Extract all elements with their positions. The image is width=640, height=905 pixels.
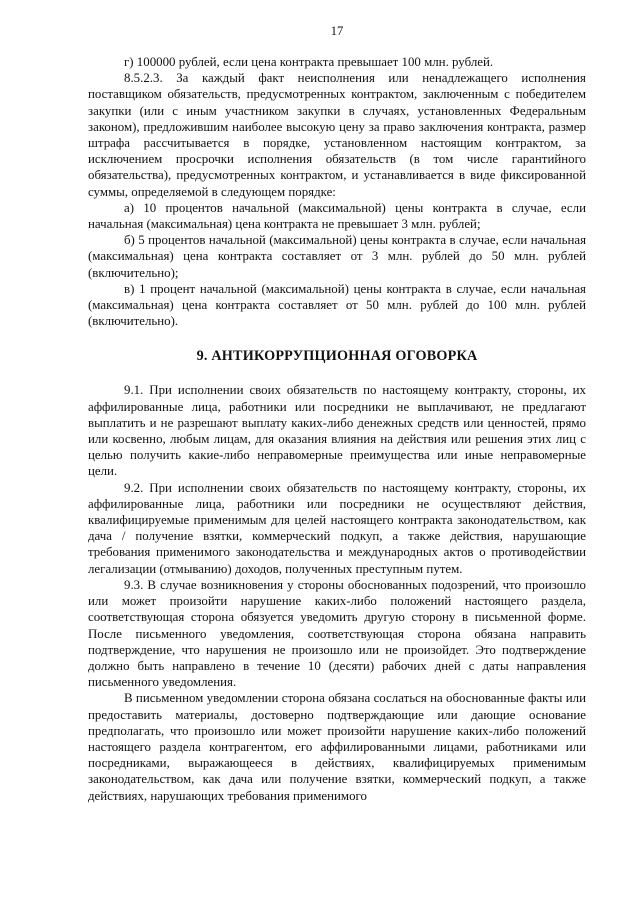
penalty-item-g: г) 100000 рублей, если цена контракта превышает 100 млн. рублей. — [124, 55, 494, 69]
clause-9-3: 9.3. В случае возникновения у стороны обоснованных подозрений, что произошло или может произойти нарушение каких-либо положений настоящего раздела, соответствующая сторона обязуется уведомить другую сторону в письменной форме. После письменного уведомления, соответствующая сторона обязана направить подтверждение, что нарушения не произошло или не произойдет. Это подтверждение должно быть направлено в течение 10 (десяти) рабочих дней с даты направления письменного уведомления. — [88, 577, 586, 690]
clause-9-3-notice: В письменном уведомлении сторона обязана сослаться на обоснованные факты или предоставить материалы, достоверно подтверждающие или дающие основание предполагать, что произошло или может произойти нарушение каких-либо положений настоящего раздела контрагентом, его аффилированными лицами, работниками или посредниками, выражающееся в действиях, квалифицируемых применимым законодательством, как дача или получение взятки, коммерческий подкуп, а также действиях, нарушающих требования применимого — [88, 691, 586, 803]
penalty-item-a: а) 10 процентов начальной (максимальной) цены контракта в случае, если начальная (максимальная) цена контракта не превышает 3 млн. рублей; — [88, 200, 586, 232]
clause-8-5-2-3: 8.5.2.3. За каждый факт неисполнения или ненадлежащего исполнения поставщиком обязательств, предусмотренных контрактом, заключенным с победителем закупки (или с иным участником закупки в случаях, установленных Федеральным законом), предложившим наиболее высокую цену за право заключения контракта, размер штрафа рассчитывается в порядке, установленном настоящим контрактом, за исключением просрочки исполнения обязательств (в том числе гарантийного обязательства), предусмотренных контрактом, и устанавливается в виде фиксированной суммы, определяемой в следующем порядке: — [88, 71, 586, 199]
clause-9-2: 9.2. При исполнении своих обязательств по настоящему контракту, стороны, их аффилированные лица, работники или посредники не осуществляют действия, квалифицируемые применимым для целей настоящего контракта законодательством, как дача / получение взятки, коммерческий подкуп, а также действия, нарушающие требования применимого законодательства и международных актов о противодействии легализации (отмыванию) доходов, полученных преступным путем. — [88, 480, 586, 576]
penalty-item-b: б) 5 процентов начальной (максимальной) цены контракта в случае, если начальная (максимальная) цена контракта составляет от 3 млн. рублей до 50 млн. рублей (включительно); — [88, 233, 586, 280]
clause-9-1: 9.1. При исполнении своих обязательств по настоящему контракту, стороны, их аффилированные лица, работники или посредники не выплачивают, не предлагают выплатить и не разрешают выплату каких-либо денежных средств или ценностей, прямо или косвенно, любым лицам, для оказания влияния на действия или решения этих лиц с целью получить какие-либо неправомерные преимущества или иные неправомерные цели. — [88, 383, 586, 479]
section-title: 9. АНТИКОРРУПЦИОННАЯ ОГОВОРКА — [196, 348, 478, 365]
penalty-item-v: в) 1 процент начальной (максимальной) цены контракта в случае, если начальная (максимальная) цена контракта составляет от 50 млн. рублей до 100 млн. рублей (включительно). — [88, 281, 586, 329]
page-number: 17 — [330, 24, 344, 38]
